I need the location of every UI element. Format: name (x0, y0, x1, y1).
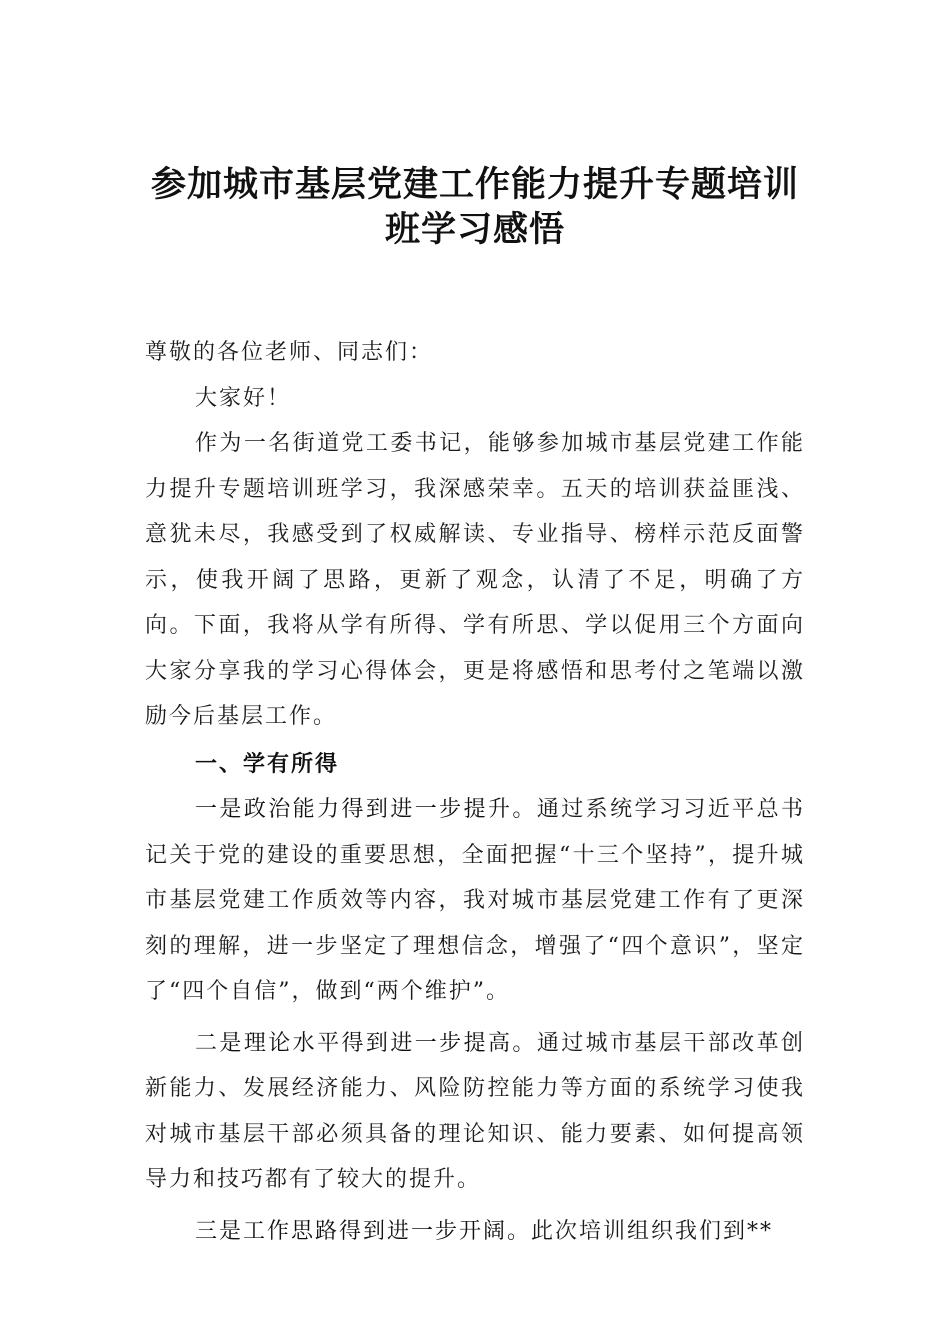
intro-paragraph: 作为一名街道党工委书记，能够参加城市基层党建工作能力提升专题培训班学习，我深感荣幸。五天的培训获益匪浅、意犹未尽，我感受到了权威解读、专业指导、榜样示范反面警示，使我开阔了思路，更新了观念，认清了不足，明确了方向。下面，我将从学有所得、学有所思、学以促用三个方面向大家分享我的学习心得体会，更是将感悟和思考付之笔端以激励今后基层工作。 (145, 431, 805, 729)
section-heading-1: 一、学有所得 (195, 751, 340, 777)
point-2-lead: 二是理论水平得到进一步提高。 (195, 1030, 537, 1056)
point-2-body: 通过城市基层干部改革创新能力、发展经济能力、风险防控能力等方面的系统学习使我对城市基层干部必须具备的理论知识、能力要素、如何提高领导力和技巧都有了较大的提升。 (145, 1030, 805, 1192)
point-1-lead: 一是政治能力得到进一步提升。 (195, 797, 537, 822)
document-title-line-2: 班学习感悟 (384, 209, 565, 250)
point-3-lead: 三是工作思路得到进一步开阔。 (195, 1218, 532, 1244)
greeting: 大家好！ (195, 385, 292, 411)
document-title-line-1: 参加城市基层党建工作能力提升专题培训 (150, 164, 799, 205)
salutation: 尊敬的各位老师、同志们： (145, 340, 434, 365)
point-1-body: 通过系统学习习近平总书记关于党的建设的重要思想，全面把握“十三个坚持”，提升城市基层党建工作质效等内容，我对城市基层党建工作有了更深刻的理解，进一步坚定了理想信念，增强了“四个意识”，坚定了“四个自信”，做到“两个维护”。 (145, 797, 805, 1004)
document-body (145, 330, 805, 1254)
point-1-paragraph (145, 787, 805, 1015)
point-2-paragraph (145, 1021, 805, 1203)
point-3-paragraph (145, 1209, 805, 1255)
point-3-body: 此次培训组织我们到** (531, 1218, 774, 1244)
